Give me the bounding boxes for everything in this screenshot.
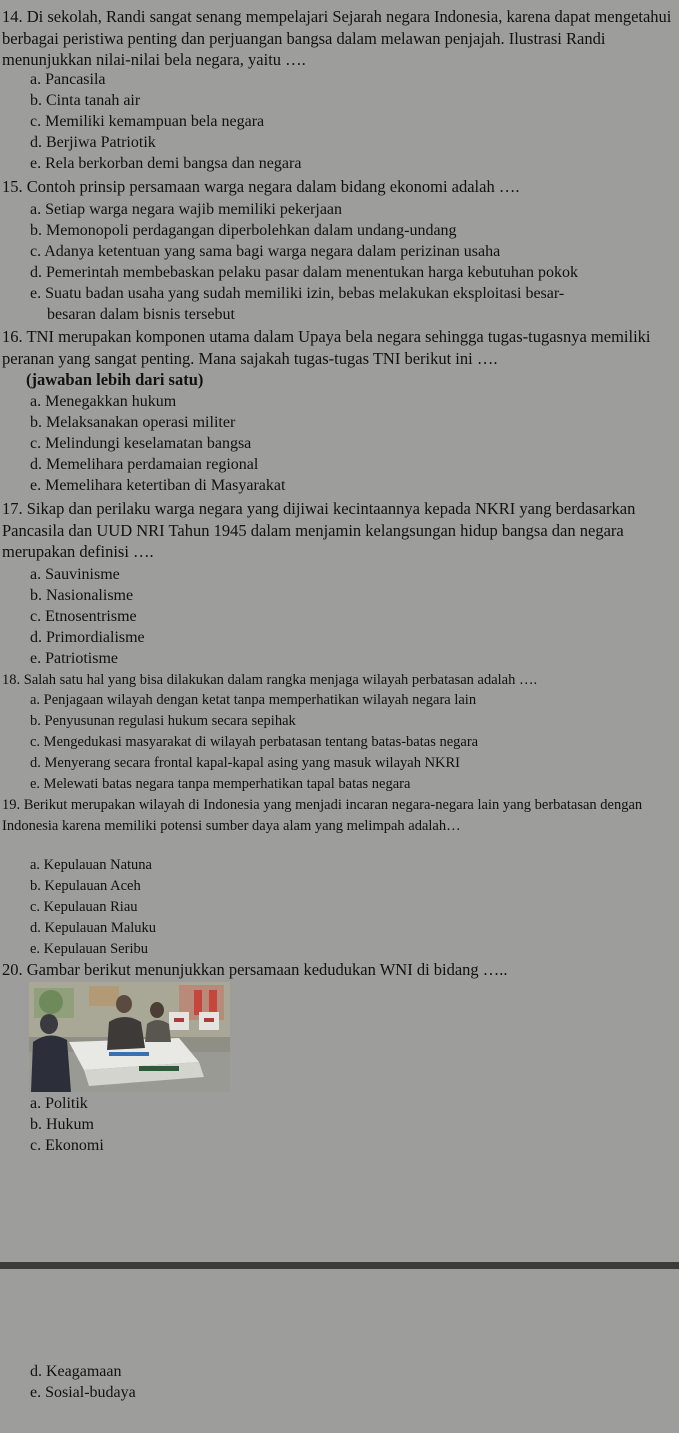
option-c[interactable]: c. Ekonomi <box>30 1137 104 1154</box>
question-20 <box>2 959 673 981</box>
option-a[interactable]: a. Kepulauan Natuna <box>30 857 152 873</box>
option-b[interactable]: b. Kepulauan Aceh <box>30 878 141 894</box>
question-number: 18. <box>2 672 21 688</box>
question-14-options <box>30 69 673 174</box>
question-16 <box>2 326 673 391</box>
question-19 <box>2 795 673 837</box>
question-number: 16. <box>2 327 23 346</box>
question-text: Gambar berikut menunjukkan persamaan kedudukan WNI di bidang ….. <box>26 960 508 979</box>
question-20-options-top <box>30 1093 673 1156</box>
question-18-options <box>30 690 673 795</box>
question-text: Sikap dan perilaku warga negara yang dijiwai kecintaannya kepada NKRI yang berdasarkan Pancasila dan UUD NRI Tahun 1945 dalam menjamin kelangsungan hidup bangsa dan negara merupakan definisi …. <box>2 499 636 561</box>
question-text: Berikut merupakan wilayah di Indonesia yang menjadi incaran negara-negara lain yang berbatasan dengan Indonesia karena memiliki potensi sumber daya alam yang melimpah adalah… <box>2 797 643 834</box>
question-note: (jawaban lebih dari satu) <box>26 370 204 389</box>
option-d[interactable]: d. Kepulauan Maluku <box>30 920 157 936</box>
option-e[interactable]: e. Kepulauan Seribu <box>30 941 148 957</box>
option-d[interactable]: d. Memelihara perdamaian regional <box>30 456 259 473</box>
option-c[interactable]: c. Memiliki kemampuan bela negara <box>30 113 265 130</box>
question-text: Salah satu hal yang bisa dilakukan dalam rangka menjaga wilayah perbatasan adalah …. <box>23 672 538 688</box>
option-c[interactable]: c. Adanya ketentuan yang sama bagi warga negara dalam perizinan usaha <box>30 243 501 260</box>
option-a[interactable]: a. Menegakkan hukum <box>30 393 177 410</box>
option-c[interactable]: c. Melindungi keselamatan bangsa <box>30 435 252 452</box>
option-c[interactable]: c. Etnosentrisme <box>30 608 137 625</box>
option-b[interactable]: b. Hukum <box>30 1116 94 1133</box>
option-d[interactable]: d. Pemerintah membebaskan pelaku pasar dalam menentukan harga kebutuhan pokok <box>30 264 578 281</box>
option-a[interactable]: a. Politik <box>30 1095 88 1112</box>
option-e[interactable]: e. Patriotisme <box>30 650 118 667</box>
question-number: 15. <box>2 177 23 196</box>
option-a[interactable]: a. Pancasila <box>30 71 106 88</box>
question-18 <box>2 670 673 690</box>
option-b[interactable]: b. Memonopoli perdagangan diperbolehkan dalam undang-undang <box>30 222 457 239</box>
option-e[interactable]: e. Memelihara ketertiban di Masyarakat <box>30 477 286 494</box>
option-e[interactable]: e. Rela berkorban demi bangsa dan negara <box>30 155 302 172</box>
question-16-options <box>30 391 673 496</box>
question-17-options <box>30 564 673 669</box>
option-b[interactable]: b. Nasionalisme <box>30 587 134 604</box>
option-e[interactable]: e. Sosial-budaya <box>30 1384 136 1401</box>
option-c[interactable]: c. Kepulauan Riau <box>30 899 138 915</box>
question-15 <box>2 176 673 198</box>
page-divider <box>0 1262 679 1269</box>
question-number: 14. <box>2 7 23 26</box>
option-a[interactable]: a. Sauvinisme <box>30 566 120 583</box>
option-d[interactable]: d. Berjiwa Patriotik <box>30 134 156 151</box>
question-15-options <box>30 199 673 325</box>
option-d[interactable]: d. Keagamaan <box>30 1363 122 1380</box>
option-e-continued: besaran dalam bisnis tersebut <box>47 306 235 323</box>
option-a[interactable]: a. Setiap warga negara wajib memiliki pekerjaan <box>30 201 343 218</box>
question-20-options-bottom <box>30 1361 673 1403</box>
option-d[interactable]: d. Menyerang secara frontal kapal-kapal asing yang masuk wilayah NKRI <box>30 755 461 771</box>
question-14 <box>2 6 673 71</box>
question-number: 19. <box>2 797 21 813</box>
question-text: Contoh prinsip persamaan warga negara dalam bidang ekonomi adalah …. <box>26 177 520 196</box>
question-number: 17. <box>2 499 23 518</box>
question-17 <box>2 498 673 563</box>
option-b[interactable]: b. Penyusunan regulasi hukum secara sepihak <box>30 713 296 729</box>
question-text: Di sekolah, Randi sangat senang mempelajari Sejarah negara Indonesia, karena dapat mengetahui berbagai peristiwa penting dan perjuangan bangsa dalam melawan penjajah. Ilustrasi Randi menunjukkan nilai-nilai bela negara, yaitu …. <box>2 7 672 69</box>
question-19-options <box>30 855 673 960</box>
option-b[interactable]: b. Cinta tanah air <box>30 92 141 109</box>
option-c[interactable]: c. Mengedukasi masyarakat di wilayah perbatasan tentang batas-batas negara <box>30 734 479 750</box>
option-b[interactable]: b. Melaksanakan operasi militer <box>30 414 236 431</box>
option-e[interactable]: e. Melewati batas negara tanpa memperhatikan tapal batas negara <box>30 776 411 792</box>
option-d[interactable]: d. Primordialisme <box>30 629 145 646</box>
option-a[interactable]: a. Penjagaan wilayah dengan ketat tanpa memperhatikan wilayah negara lain <box>30 692 477 708</box>
option-e[interactable]: e. Suatu badan usaha yang sudah memiliki izin, bebas melakukan eksploitasi besar- <box>30 285 565 302</box>
question-text: TNI merupakan komponen utama dalam Upaya bela negara sehingga tugas-tugasnya memiliki peranan yang sangat penting. Mana sajakah tugas-tugas TNI berikut ini …. <box>2 327 651 368</box>
question-number: 20. <box>2 960 23 979</box>
voting-photo <box>29 982 230 1092</box>
